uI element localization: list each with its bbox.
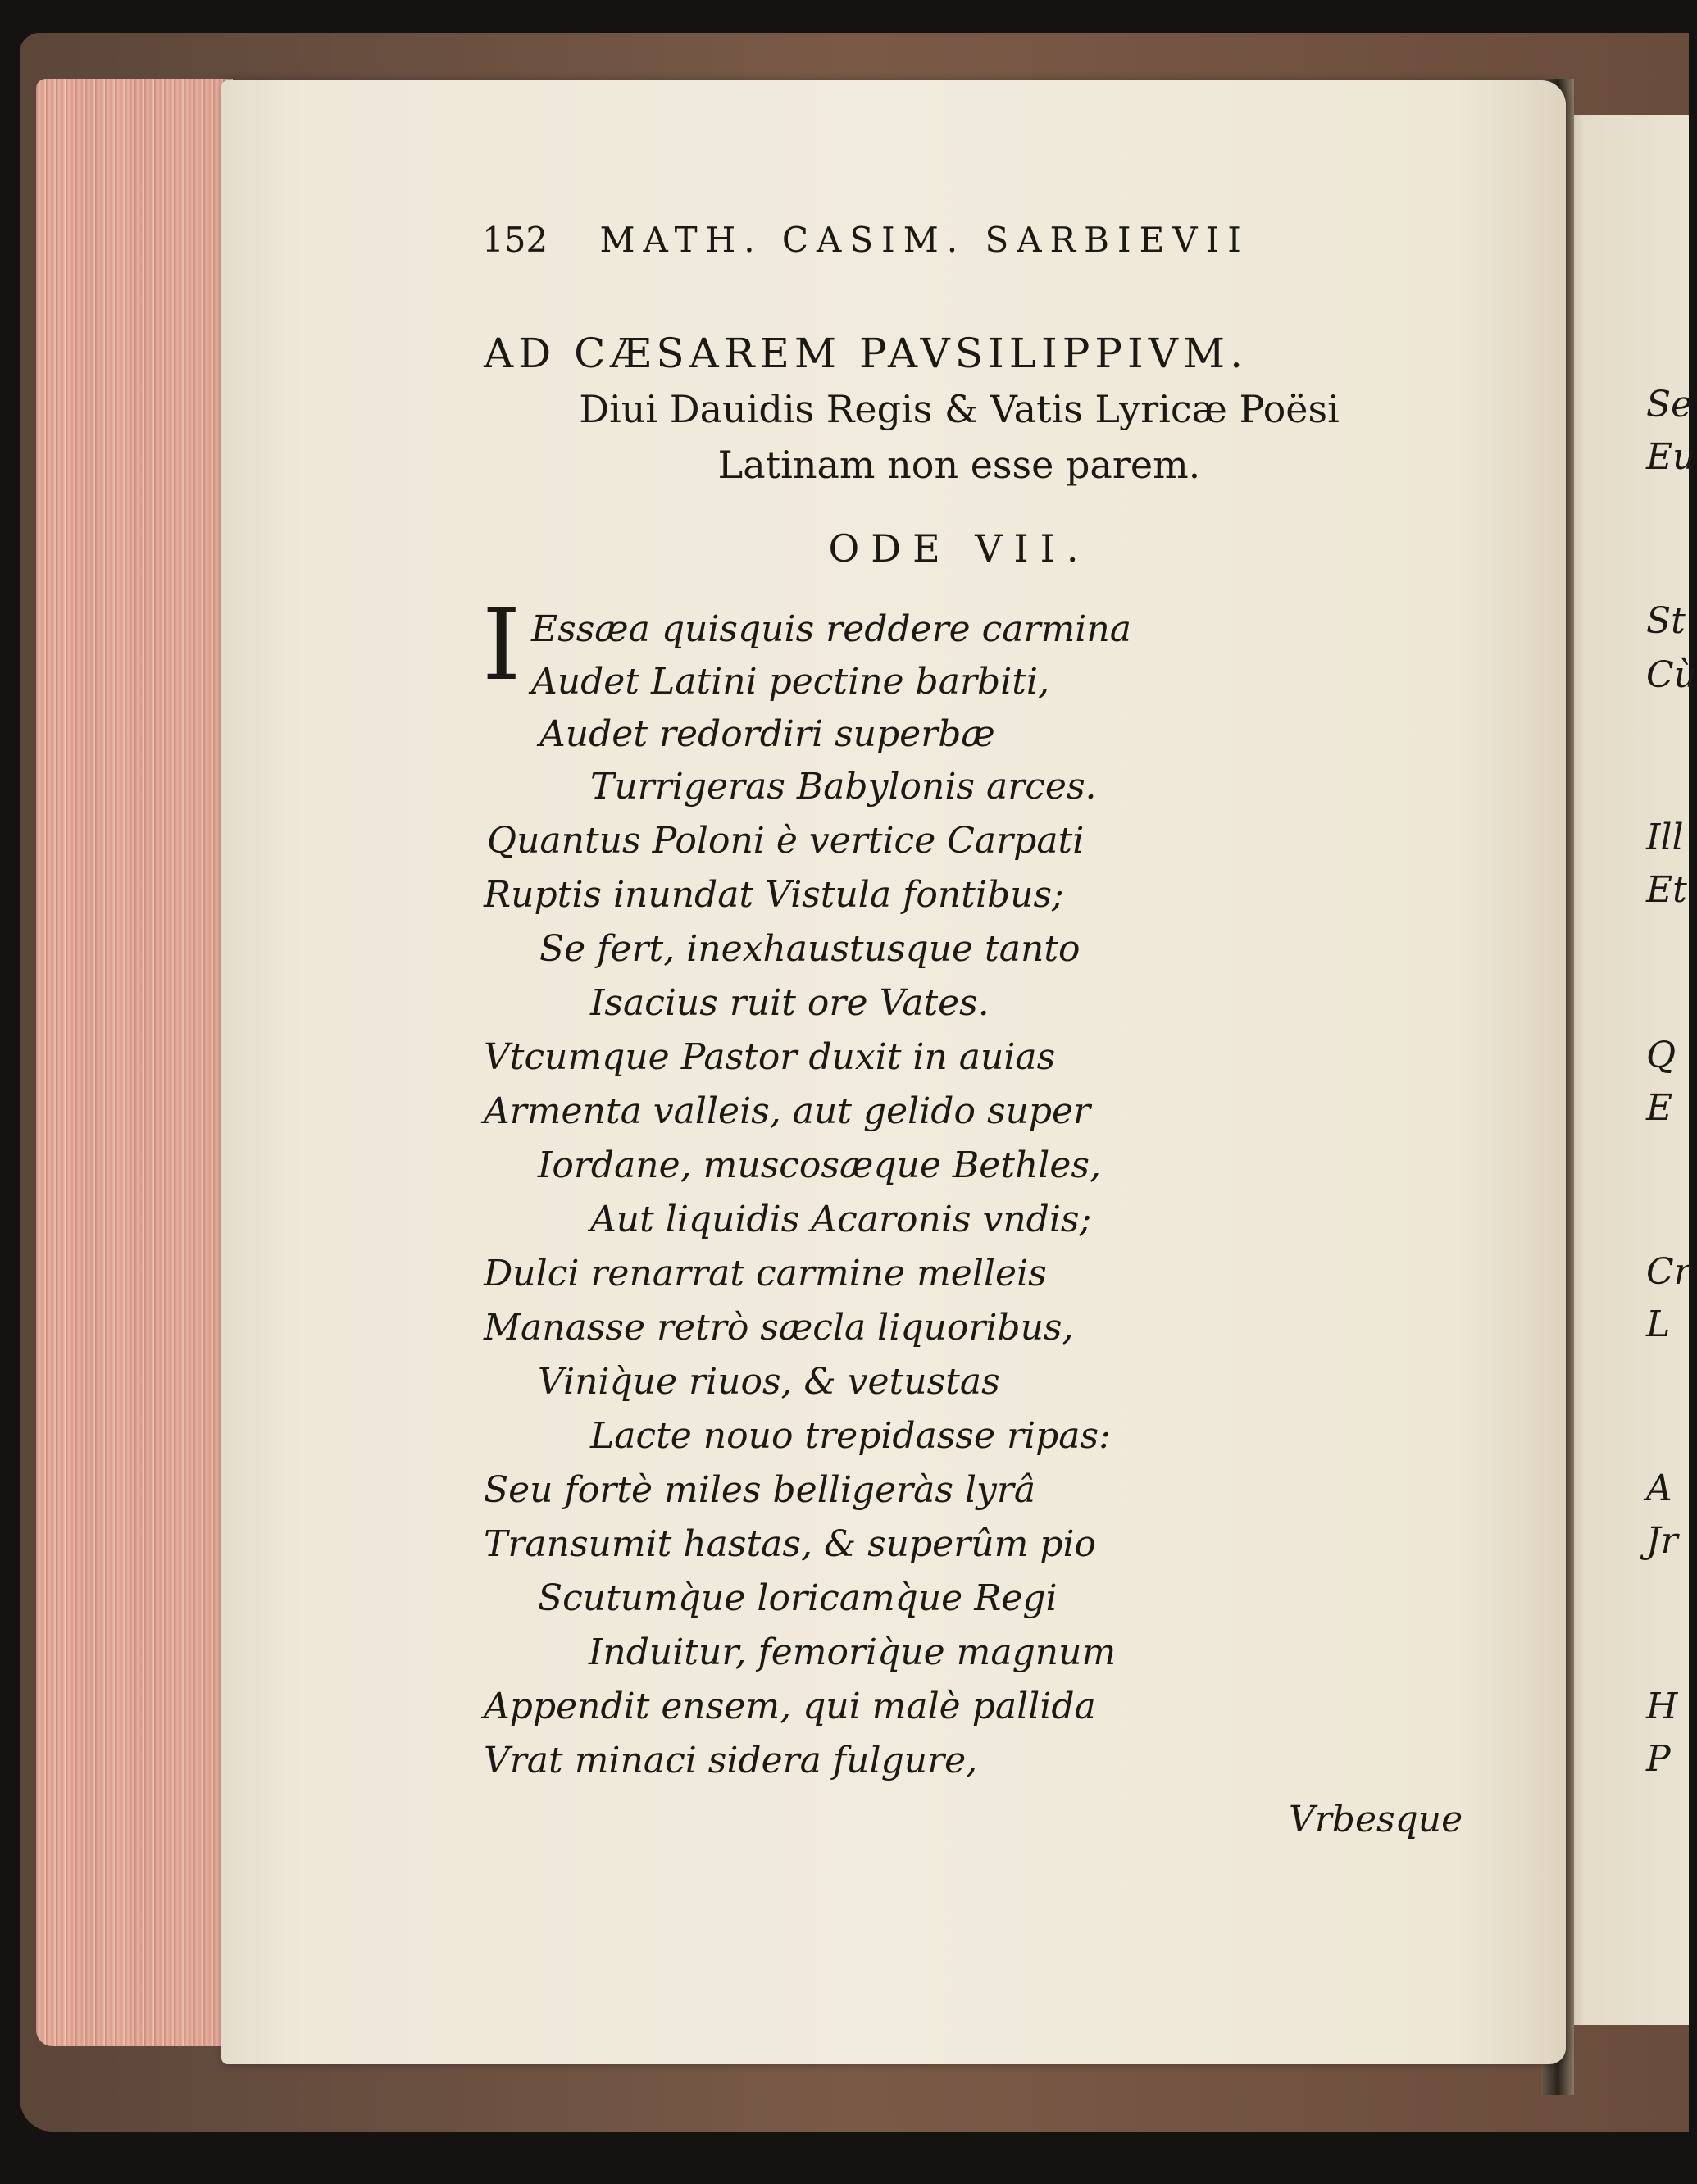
verse-line: Appendit ensem, qui malè pallida	[484, 1686, 1096, 1727]
verse-line: Quantus Poloni è vertice Carpati	[487, 820, 1085, 862]
facing-fragment: L	[1646, 1304, 1671, 1345]
verse-line: Turrigeras Babylonis arces.	[590, 766, 1097, 808]
ode-label: ODE VII.	[828, 526, 1090, 571]
verse-line: Seu fortè miles belligeràs lyrâ	[484, 1469, 1036, 1511]
verse-line: Vtcumque Pastor duxit in auias	[484, 1036, 1056, 1078]
verse-line: Viniq̀ue riuos, & vetustas	[538, 1361, 1000, 1403]
verse-line: Induitur, femoriq̀ue magnum	[589, 1631, 1117, 1673]
facing-fragment: Ill	[1646, 817, 1684, 858]
facing-fragment: Et	[1646, 869, 1687, 911]
poem-title: AD CÆSAREM PAVSILIPPIVM.	[484, 330, 1248, 377]
verse-line: Lacte nouo trepidasse ripas:	[590, 1415, 1111, 1457]
catchword: Vrbesque	[1289, 1799, 1463, 1840]
poem-subtitle-line: Diui Dauidis Regis & Vatis Lyricæ Poësi	[579, 387, 1340, 431]
verse-line: Isacius ruit ore Vates.	[590, 982, 990, 1024]
verse-line: Ruptis inundat Vistula fontibus;	[484, 874, 1064, 916]
verse-line: Armenta valleis, aut gelido super	[484, 1090, 1091, 1132]
facing-fragment: Q	[1646, 1035, 1677, 1076]
facing-fragment: Se	[1646, 384, 1693, 425]
facing-fragment: St	[1646, 600, 1686, 642]
facing-fragment: Cr	[1646, 1251, 1691, 1293]
poem-subtitle-line: Latinam non esse parem.	[717, 443, 1201, 487]
verse-line: Essæa quisquis reddere carmina	[531, 608, 1131, 650]
page-number: 152	[482, 220, 548, 260]
verse-line: Scutumq̀ue loricamq̀ue Regi	[538, 1577, 1058, 1619]
verse-line: Aut liquidis Acaronis vndis;	[590, 1199, 1092, 1240]
facing-page-fragments	[1640, 0, 1697, 2184]
verse-line: Se fert, inexhaustusque tanto	[539, 928, 1081, 970]
running-header	[482, 220, 1249, 260]
facing-fragment: Cù	[1646, 654, 1697, 696]
page-edges	[36, 79, 233, 2046]
verse-line: Dulci renarrat carmine melleis	[484, 1253, 1047, 1294]
verse-line: Transumit hastas, & superûm pio	[484, 1523, 1097, 1565]
drop-cap: I	[482, 589, 521, 703]
verse-line: Manasse retrò sæcla liquoribus,	[484, 1307, 1074, 1349]
verse-line: Iordane, muscosæque Bethles,	[538, 1144, 1101, 1186]
verse-line: Audet Latini pectine barbiti,	[531, 661, 1049, 703]
verse-line: Audet redordiri superbæ	[539, 713, 995, 755]
facing-fragment: H	[1646, 1686, 1678, 1727]
verse-line: Vrat minaci sidera fulgure,	[484, 1740, 978, 1781]
facing-fragment: Jr	[1646, 1520, 1678, 1562]
facing-fragment: Eu	[1646, 436, 1696, 478]
facing-fragment: P	[1646, 1738, 1671, 1780]
facing-fragment: A	[1646, 1467, 1672, 1509]
facing-fragment: E	[1646, 1087, 1673, 1129]
running-head-title: MATH. CASIM. SARBIEVII	[599, 220, 1249, 260]
